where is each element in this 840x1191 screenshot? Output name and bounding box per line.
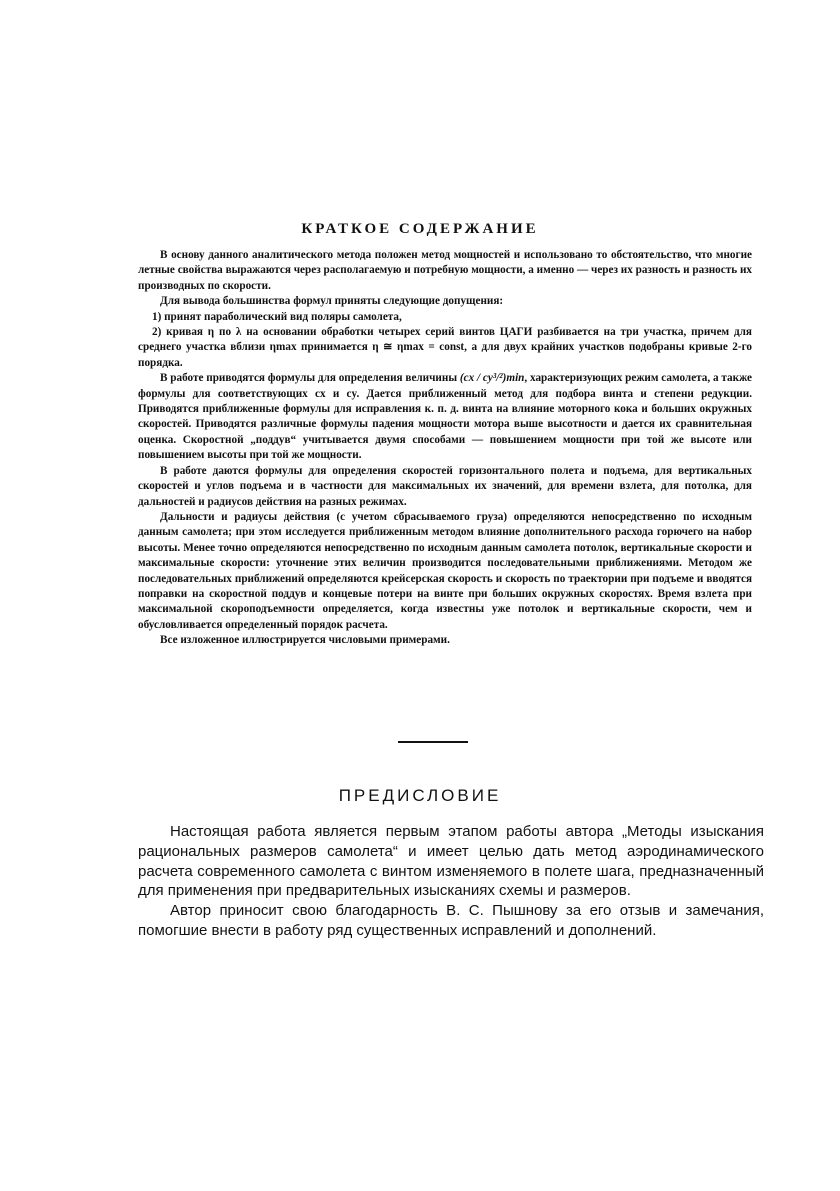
formula: (cx / cy³/²)min xyxy=(459,372,525,385)
summary-paragraph: Дальности и радиусы действия (с учетом сбрасываемого груза) определяются непосредственно по исходным данным самолета; при этом исследуется приближенным методом влияние дополнительного расхода горючего на набор высоты. Менее точно определяются непосредственно по исходным данным самолета потолок, вертикальные скорости и максимальные скорости: уточнение этих величин производится последовательными приближениями. Методом же последовательных приближений определяются крейсерская скорость и скорость по траектории при подъеме и вводятся поправки на скоростной поддув и концевые потери на винте при больших окружных скоростях. Время взлета при максимальной скороподъемности определяется, когда известны уже потолок и вертикальные скорости, чем и обусловливается определенный порядок расчета. xyxy=(138,510,752,631)
assumption-item: 2) кривая η по λ на основании обработки четырех серий винтов ЦАГИ разбивается на три участка, причем для среднего участка вблизи ηmax принимается η ≅ ηmax = const, а для двух крайних участков подобраны кривые 2-го порядка. xyxy=(138,326,752,369)
section-divider xyxy=(398,741,468,743)
preface-body xyxy=(138,822,764,941)
summary-paragraph xyxy=(138,371,752,463)
assumption-item: 1) принят параболический вид поляры самолета, xyxy=(152,310,402,323)
summary-text: В работе приводятся формулы для определения величины xyxy=(160,372,458,385)
summary-paragraph: В работе даются формулы для определения скоростей горизонтального полета и подъема, для вертикальных скоростей и углов подъема и в частности для максимальных их значений, для времени взлета, для потолка, для дальностей и радиусов действия на разных режимах. xyxy=(138,464,752,508)
summary-text: , характеризующих режим самолета, а также формулы для соответствующих cx и cy. Дается приближенный метод для подбора винта и степени редукции. Приводятся приближенные формулы для исправления к. п. д. винта на влияние моторного кока и больших окружных скоростей. Приводятся различные формулы падения мощности мотора выше высотности и дается их сравнительная оценка. Скоростной „поддув“ учитывается двумя способами — повышением мощности при той же высоте или повышением высоты при той же мощности. xyxy=(138,372,752,462)
summary-title: КРАТКОЕ СОДЕРЖАНИЕ xyxy=(301,221,539,237)
summary-paragraph: Все изложенное иллюстрируется числовыми примерами. xyxy=(160,634,450,647)
summary-body xyxy=(138,248,752,649)
summary-paragraph: В основу данного аналитического метода положен метод мощностей и использовано то обстоятельство, что многие летные свойства выражаются через располагаемую и потребную мощности, а именно — через их разность и разность их производных по скорости. xyxy=(138,249,752,292)
preface-title: ПРЕДИСЛОВИЕ xyxy=(338,786,502,805)
summary-paragraph: Для вывода большинства формул приняты следующие допущения: xyxy=(160,295,504,308)
preface-paragraph: Автор приносит свою благодарность В. С. Пышнову за его отзыв и замечания, помогшие внести в работу ряд существенных исправлений и дополнений. xyxy=(138,902,764,939)
preface-paragraph: Настоящая работа является первым этапом работы автора „Методы изыскания рациональных размеров самолета“ и имеет целью дать метод аэродинамического расчета современного самолета с винтом изменяемого в полете шага, предназначенный для применения при предварительных изысканиях схемы и размеров. xyxy=(138,823,764,900)
